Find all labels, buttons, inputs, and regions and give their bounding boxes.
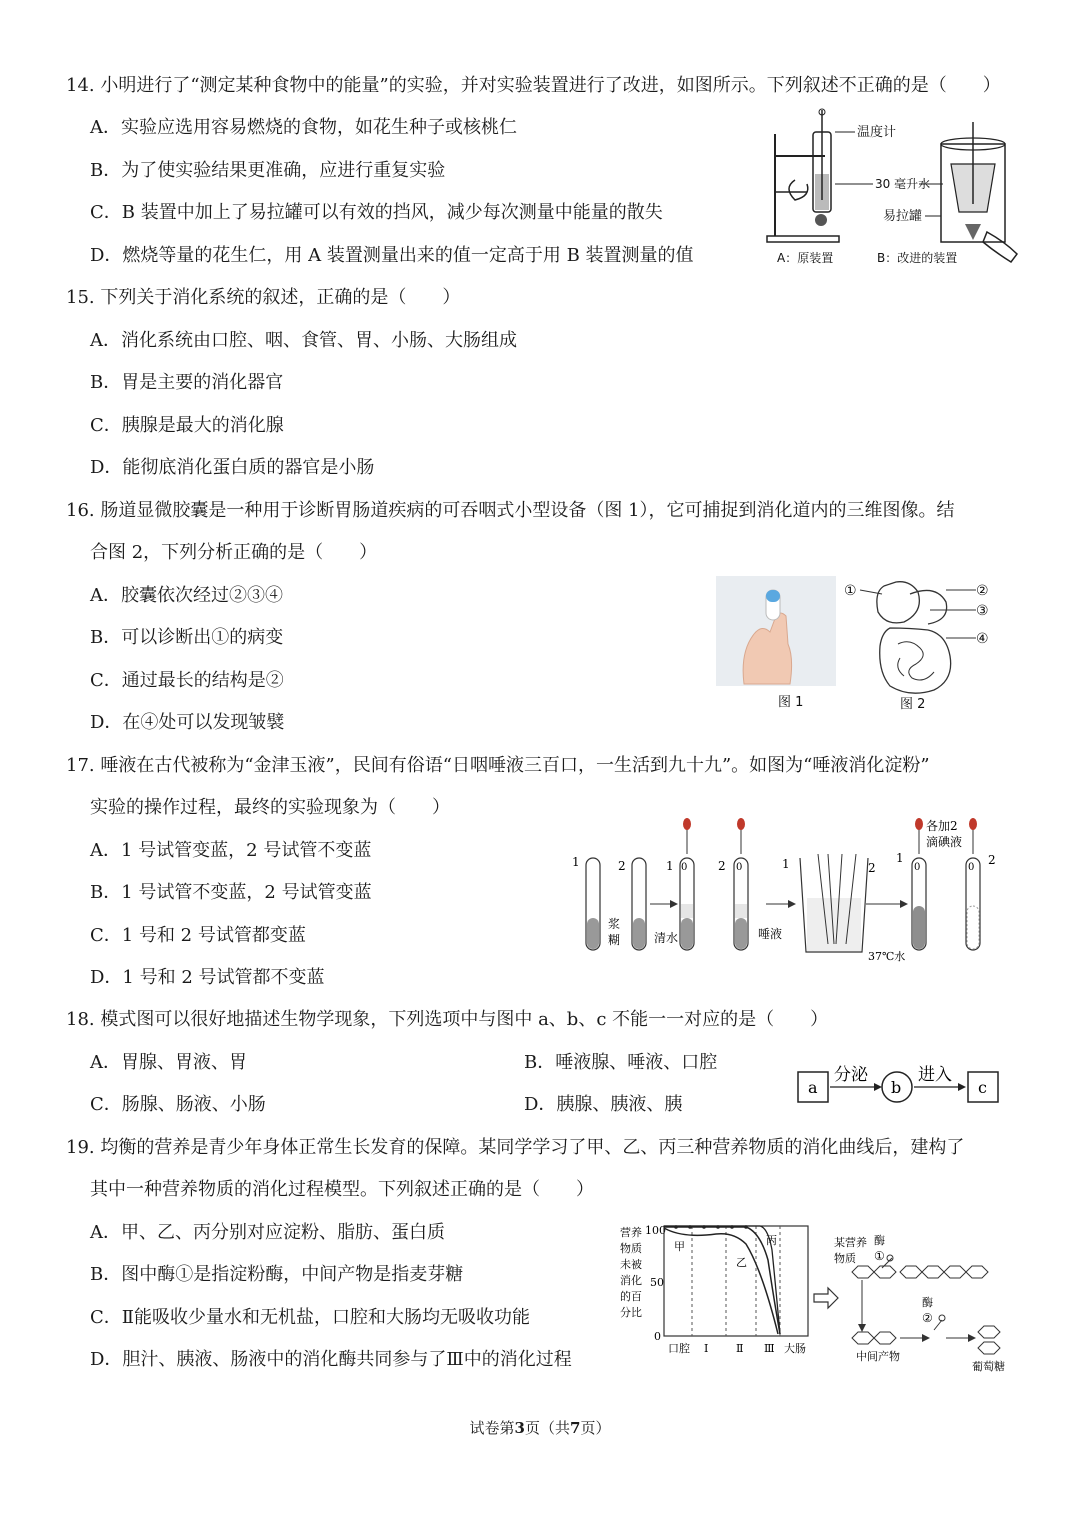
q19-enzyme-num-2: ② (922, 1311, 933, 1325)
q14-fig-water-label: 30 毫升水 (875, 177, 931, 191)
q19-enzyme-num-1: ① (874, 1249, 885, 1263)
q19-stem-line1: 19. 均衡的营养是青少年身体正常生长发育的保障。某同学学习了甲、乙、丙三种营养物质的消化曲线后，建构了 (66, 1137, 965, 1158)
q16-fig-caption-2: 图 2 (900, 697, 926, 712)
q17-tube2-zero-b: 0 (736, 862, 743, 873)
q19-glucose-label: 葡萄糖 (972, 1360, 1005, 1372)
q15-stem: 15. 下列关于消化系统的叙述，正确的是（ ） (66, 287, 461, 308)
q19-intermediate-label: 中间产物 (856, 1350, 900, 1363)
footer-post: 页） (580, 1419, 611, 1437)
q16-option-c: C．通过最长的结构是② (90, 670, 284, 691)
q17-option-c: C．1 号和 2 号试管都变蓝 (90, 925, 306, 946)
q19-ylabel-1: 营养 (620, 1226, 642, 1239)
q19-enzyme-label-2: 酶 (922, 1296, 933, 1309)
q14-stem: 14. 小明进行了“测定某种食物中的能量”的实验，并对实验装置进行了改进，如图所示。下列叙述不正确的是（ ） (66, 75, 1001, 96)
q16-option-d: D．在④处可以发现皱襞 (90, 712, 285, 733)
q16-fig-label-1: ① (844, 583, 857, 599)
q14-fig-caption-a: A：原装置 (777, 251, 834, 265)
q19-stem-line2: 其中一种营养物质的消化过程模型。下列叙述正确的是（ ） (90, 1179, 594, 1200)
q16-stem-line1: 16. 肠道显微胶囊是一种用于诊断胃肠道疾病的可吞咽式小型设备（图 1），它可捕捉到消化道内的三维图像。结 (66, 500, 955, 521)
q19-label-jia: 甲 (674, 1240, 685, 1253)
q19-figure (616, 1220, 1012, 1372)
q17-option-a: A．1 号试管变蓝，2 号试管不变蓝 (90, 840, 372, 861)
q14-fig-caption-b: B：改进的装置 (877, 251, 958, 265)
q19-option-c: C．Ⅱ能吸收少量水和无机盐，口腔和大肠均无吸收功能 (90, 1307, 531, 1328)
q17-paste-label-1: 浆 (608, 917, 621, 931)
q19-ytick-100: 100 (645, 1224, 666, 1237)
q15-option-c: C．胰腺是最大的消化腺 (90, 415, 284, 436)
q17-bath-label: 37℃水 (868, 950, 906, 963)
q18-option-a: A．胃腺、胃液、胃 (90, 1052, 247, 1073)
q18-circle-b-label: b (891, 1078, 902, 1097)
q14-option-c: C．B 装置中加上了易拉罐可以有效的挡风，减少每次测量中能量的散失 (90, 202, 663, 223)
q17-stem-line1: 17. 唾液在古代被称为“金津玉液”，民间有俗语“日咽唾液三百口，一生活到九十九”。如图为“唾液消化淀粉” (66, 755, 930, 776)
q17-iodine-label-2: 滴碘液 (926, 835, 963, 849)
q17-tube1-label-b: 1 (666, 859, 674, 873)
q19-ytick-50: 50 (650, 1276, 664, 1289)
q19-label-bing: 丙 (766, 1234, 777, 1247)
q14-figure (755, 104, 1025, 272)
footer-pre: 试卷第 (469, 1419, 515, 1437)
q17-tube1-label-a: 1 (572, 855, 580, 869)
q16-option-b: B．可以诊断出①的病变 (90, 627, 284, 648)
q19-xlabel-large: 大肠 (784, 1342, 806, 1355)
q19-ylabel-4: 消化 (620, 1274, 642, 1287)
q17-tube2-label-b: 2 (718, 859, 726, 873)
q18-box-c-label: c (978, 1078, 987, 1097)
q14-option-d: D．燃烧等量的花生仁，用 A 装置测量出来的值一定高于用 B 装置测量的值 (90, 245, 694, 266)
q17-option-d: D．1 号和 2 号试管都不变蓝 (90, 967, 325, 988)
q17-stem-line2: 实验的操作过程，最终的实验现象为（ ） (90, 797, 450, 818)
q17-tube1-zero-b: 0 (681, 862, 688, 873)
q16-fig-label-4: ④ (976, 631, 989, 647)
q18-option-b: B．唾液腺、唾液、口腔 (524, 1052, 718, 1073)
page-footer (0, 1418, 1080, 1438)
q17-tube1-label-c: 1 (782, 857, 790, 871)
q14-option-a: A．实验应选用容易燃烧的食物，如花生种子或核桃仁 (90, 117, 517, 138)
q16-fig-label-2: ② (976, 583, 989, 599)
footer-page-number: 3 (514, 1419, 525, 1437)
q18-secrete-label: 分泌 (834, 1065, 868, 1085)
q19-plot-frame (664, 1226, 808, 1336)
q17-iodine-label-1: 各加2 (926, 819, 958, 833)
q19-nutrient-label-1: 某营养 (834, 1236, 867, 1249)
q17-tube2-label-c: 2 (868, 861, 876, 875)
q19-ytick-0: 0 (654, 1330, 661, 1343)
q19-xlabel-2: Ⅱ (736, 1342, 744, 1355)
q17-tube2-label-a: 2 (618, 859, 626, 873)
q19-xlabel-3: Ⅲ (764, 1342, 775, 1355)
q19-xlabel-mouth: 口腔 (668, 1342, 690, 1355)
q16-fig-caption-1: 图 1 (778, 695, 804, 710)
q18-stem: 18. 模式图可以很好地描述生物学现象，下列选项中与图中 a、b、c 不能一一对应的是（ ） (66, 1009, 829, 1030)
q17-tube2-zero-d: 0 (968, 862, 975, 873)
q17-figure (566, 814, 1006, 966)
q18-box-a-label: a (808, 1078, 818, 1097)
q16-fig-label-3: ③ (976, 603, 989, 619)
q19-enzyme-label-1: 酶 (874, 1234, 885, 1247)
footer-mid: 页（共 (524, 1419, 570, 1437)
q17-tube1-zero-d: 0 (914, 862, 921, 873)
q17-paste-label-2: 糊 (608, 933, 621, 947)
q17-saliva-label: 唾液 (758, 927, 783, 941)
q14-fig-can-label: 易拉罐 (883, 209, 923, 224)
footer-total-pages: 7 (570, 1419, 581, 1437)
q18-figure (796, 1060, 1006, 1110)
q17-water-label: 清水 (654, 931, 679, 945)
q19-ylabel-3: 未被 (620, 1258, 642, 1271)
q19-ylabel-6: 分比 (620, 1306, 642, 1319)
q17-tube1-label-d: 1 (896, 851, 904, 865)
q19-label-yi: 乙 (736, 1256, 747, 1269)
q19-ylabel-2: 物质 (620, 1242, 642, 1255)
q14-fig-thermometer-label: 温度计 (857, 125, 897, 140)
q17-option-b: B．1 号试管不变蓝，2 号试管变蓝 (90, 882, 372, 903)
q15-option-d: D．能彻底消化蛋白质的器官是小肠 (90, 457, 375, 478)
q15-option-a: A．消化系统由口腔、咽、食管、胃、小肠、大肠组成 (90, 330, 517, 351)
q16-stem-line2: 合图 2，下列分析正确的是（ ） (90, 542, 378, 563)
q19-option-b: B．图中酶①是指淀粉酶，中间产物是指麦芽糖 (90, 1264, 464, 1285)
q16-option-a: A．胶囊依次经过②③④ (90, 585, 283, 606)
q19-option-d: D．胆汁、胰液、肠液中的消化酶共同参与了Ⅲ中的消化过程 (90, 1349, 572, 1370)
q16-figure (714, 572, 1004, 714)
q19-xlabel-1: Ⅰ (704, 1342, 709, 1355)
q15-option-b: B．胃是主要的消化器官 (90, 372, 284, 393)
q18-enter-label: 进入 (918, 1065, 952, 1085)
q19-ylabel-5: 的百 (620, 1290, 642, 1303)
q19-option-a: A．甲、乙、丙分别对应淀粉、脂肪、蛋白质 (90, 1222, 445, 1243)
q14-option-b: B．为了使实验结果更准确，应进行重复实验 (90, 160, 446, 181)
q19-hollow-arrow (814, 1288, 838, 1308)
q17-tube2-label-d: 2 (988, 853, 996, 867)
q18-option-c: C．肠腺、肠液、小肠 (90, 1094, 266, 1115)
q19-nutrient-label-2: 物质 (834, 1252, 856, 1265)
q18-option-d: D．胰腺、胰液、胰 (524, 1094, 683, 1115)
